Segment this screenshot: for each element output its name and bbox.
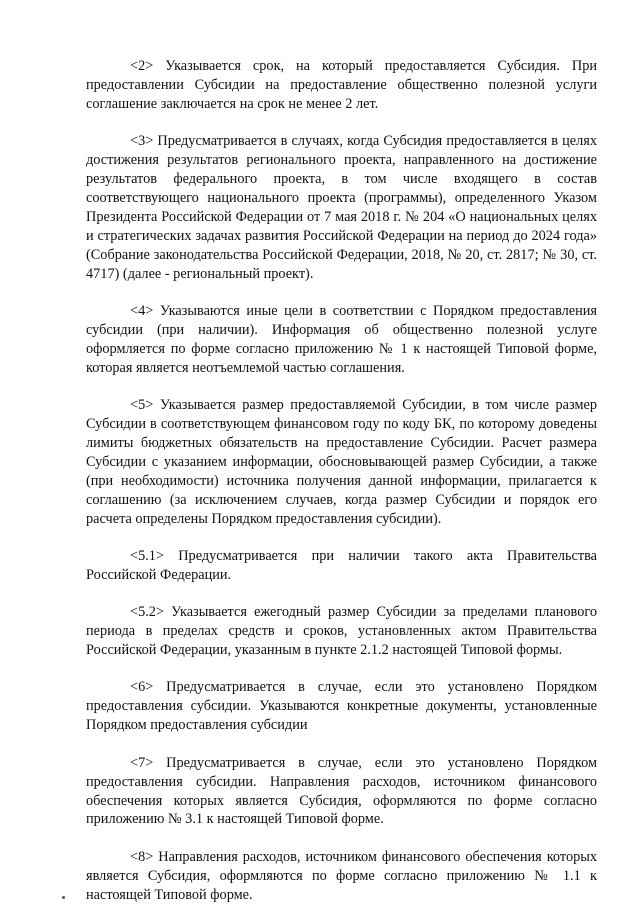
footnotes-section (86, 57, 597, 923)
footnote-2: <2> Указывается срок, на который предоставляется Субсидия. При предоставлении Субсидии на предоставление общественно полезной услуги соглашение заключается на срок не менее 2 лет. (86, 58, 597, 112)
footnote-8: <8> Направления расходов, источником финансового обеспечения которых является Субсидия, оформляются по форме согласно приложению № 1.1 к настоящей Типовой форме. (86, 848, 597, 903)
footnote-4: <4> Указываются иные цели в соответствии с Порядком предоставления субсидии (при наличии). Информация об общественно полезной услуге оформляется по форме согласно приложению № 1 к настоящей Типовой форме, которая является неотъемлемой частью соглашения. (86, 302, 597, 376)
footnote-5-1: <5.1> Предусматривается при наличии такого акта Правительства Российской Федерации. (86, 547, 597, 583)
footnote-6: <6> Предусматривается в случае, если это установлено Порядком предоставления субсидии. Указываются конкретные документы, установленные Порядком предоставления субсидии (86, 679, 597, 734)
footnote-3: <3> Предусматривается в случаях, когда Субсидия предоставляется в целях достижения результатов регионального проекта, направленного на достижение результатов федерального проекта, в том числе входящего в состав соответствующего национального проекта (программы), определенного Указом Президента Российской Федерации от 7 мая 2018 г. № 204 «О национальных целях и стратегических задачах развития Российской Федерации на период до 2024 года» (Собрание законодательства Российской Федерации, 2018, № 20, ст. 2817; № 30, ст. 4717) (далее - региональный проект). (86, 133, 597, 282)
footnote-5: <5> Указывается размер предоставляемой Субсидии, в том числе размер Субсидии в соответствующем финансовом году по коду БК, по которому доведены лимиты бюджетных обязательств на предоставление Субсидии. Расчет размера Субсидии с указанием информации, обосновывающей размер Субсидии, а также (при необходимости) источника получения данной информации, прилагается к соглашению (за исключением случаев, когда размер Субсидии и порядок его расчета определены Порядком предоставления субсидии). (86, 397, 597, 527)
scan-dot (62, 896, 65, 899)
footnote-7: <7> Предусматривается в случае, если это установлено Порядком предоставления субсидии. Направления расходов, источником финансового обеспечения которых является Субсидия, оформляются по форме согласно приложению № 3.1 к настоящей Типовой форме. (86, 754, 597, 828)
footnote-5-2: <5.2> Указывается ежегодный размер Субсидии за пределами планового периода в пределах средств и сроков, установленных актом Правительства Российской Федерации, указанным в пункте 2.1.2 настоящей Типовой формы. (86, 604, 597, 659)
